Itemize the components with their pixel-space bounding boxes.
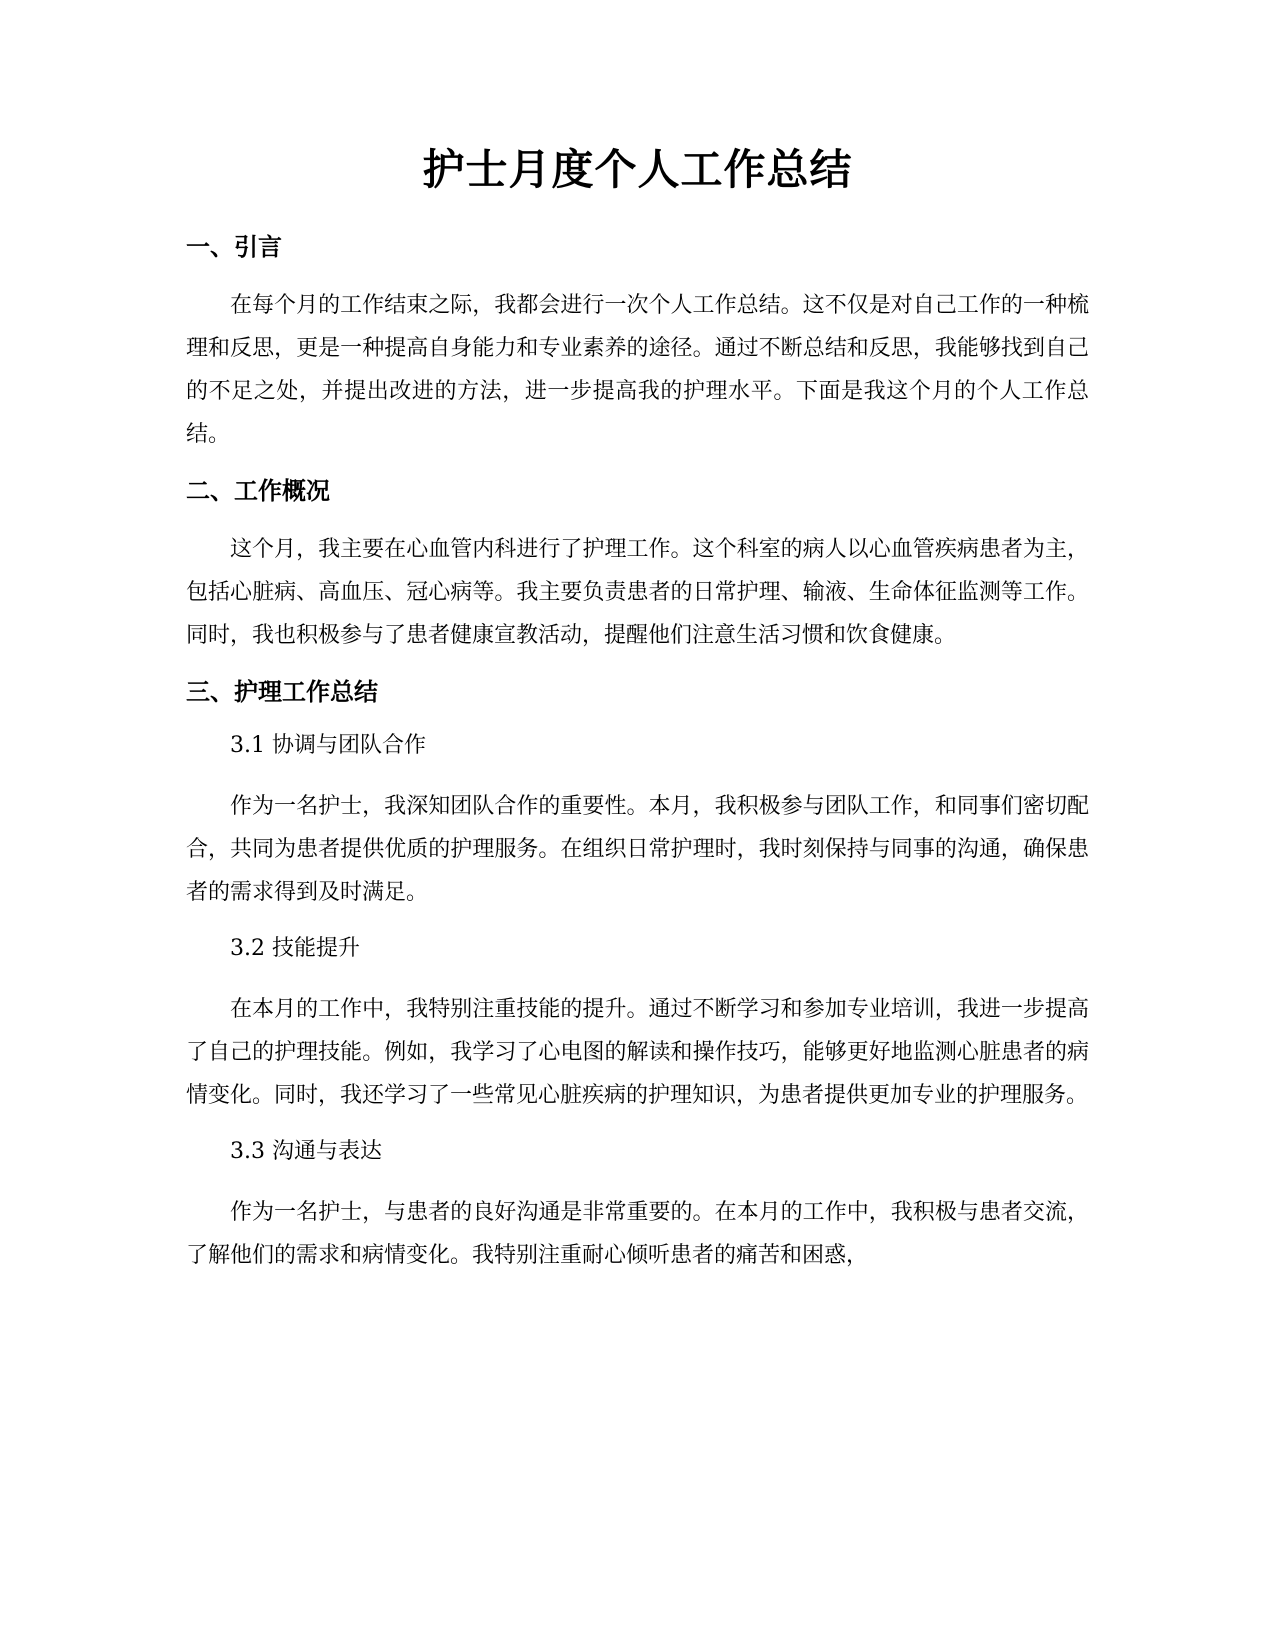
communication-paragraph: 作为一名护士，与患者的良好沟通是非常重要的。在本月的工作中，我积极与患者交流，了解他们的需求和病情变化。我特别注重耐心倾听患者的痛苦和困惑， (186, 1200, 1089, 1268)
subsection-heading-communication: 3.3 沟通与表达 (230, 1139, 382, 1164)
document-title: 护士月度个人工作总结 (422, 145, 853, 194)
subsection-heading-skills: 3.2 技能提升 (230, 936, 360, 961)
document-body (186, 140, 1089, 1295)
subsection-heading-teamwork: 3.1 协调与团队合作 (230, 733, 426, 758)
work-overview-paragraph: 这个月，我主要在心血管内科进行了护理工作。这个科室的病人以心血管疾病患者为主，包括心脏病、高血压、冠心病等。我主要负责患者的日常护理、输液、生命体征监测等工作。同时，我也积极参与了患者健康宣教活动，提醒他们注意生活习惯和饮食健康。 (186, 537, 1089, 648)
section-heading-nursing-summary: 三、护理工作总结 (186, 678, 378, 706)
section-heading-work-overview: 二、工作概况 (186, 477, 330, 505)
introduction-paragraph: 在每个月的工作结束之际，我都会进行一次个人工作总结。这不仅是对自己工作的一种梳理和反思，更是一种提高自身能力和专业素养的途径。通过不断总结和反思，我能够找到自己的不足之处，并提出改进的方法，进一步提高我的护理水平。下面是我这个月的个人工作总结。 (186, 293, 1089, 447)
skills-paragraph: 在本月的工作中，我特别注重技能的提升。通过不断学习和参加专业培训，我进一步提高了自己的护理技能。例如，我学习了心电图的解读和操作技巧，能够更好地监测心脏患者的病情变化。同时，我还学习了一些常见心脏疾病的护理知识，为患者提供更加专业的护理服务。 (186, 997, 1089, 1108)
section-heading-introduction: 一、引言 (186, 233, 282, 261)
teamwork-paragraph: 作为一名护士，我深知团队合作的重要性。本月，我积极参与团队工作，和同事们密切配合，共同为患者提供优质的护理服务。在组织日常护理时，我时刻保持与同事的沟通，确保患者的需求得到及时满足。 (186, 794, 1089, 905)
